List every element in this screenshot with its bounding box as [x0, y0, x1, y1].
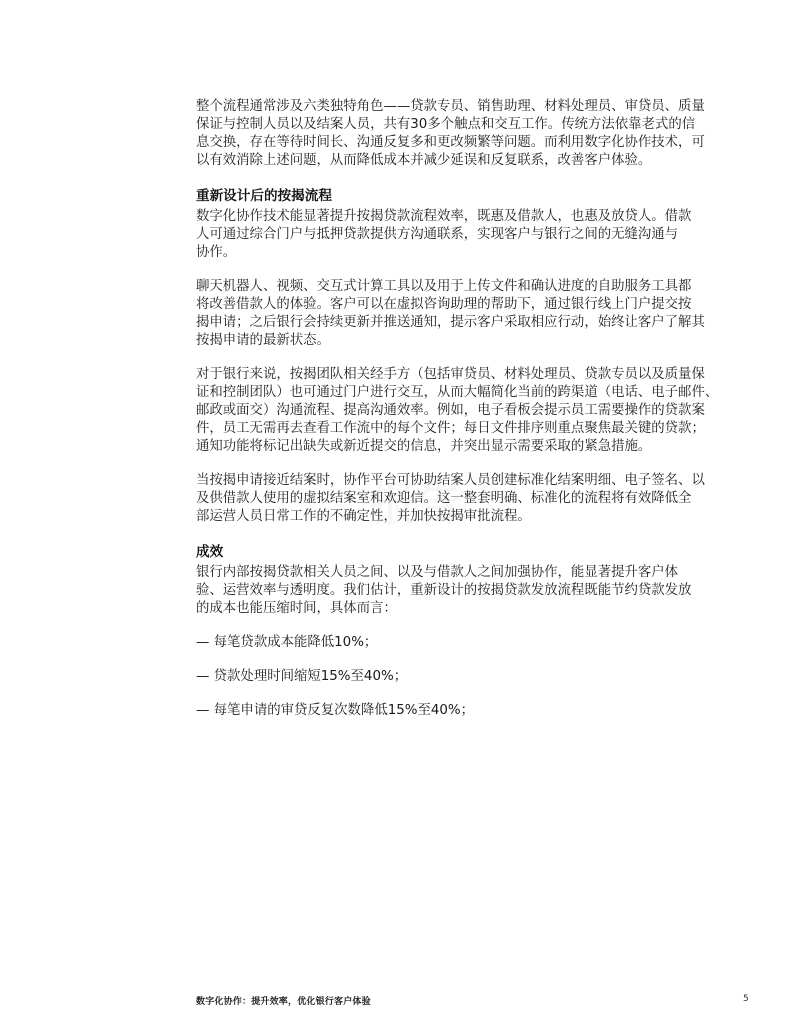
- text-line: 验、运营效率与透明度。我们估计，重新设计的按揭贷款发放流程既能节约贷款发放: [196, 583, 692, 598]
- text-line: 将改善借款人的体验。客户可以在虚拟咨询助理的帮助下，通过银行线上门户提交按: [196, 297, 692, 312]
- intro-paragraph: [196, 98, 756, 170]
- text-line: 当按揭申请接近结案时，协作平台可协助结案人员创建标准化结案明细、电子签名、以: [196, 473, 705, 488]
- text-line: 以有效消除上述问题，从而降低成本并减少延误和反复联系，改善客户体验。: [196, 153, 652, 168]
- main-content: [196, 98, 756, 720]
- text-line: 聊天机器人、视频、交互式计算工具以及用于上传文件和确认进度的自助服务工具都: [196, 279, 692, 294]
- text-line: 部运营人员日常工作的不确定性，并加快按揭审批流程。: [196, 509, 531, 524]
- text-line: 邮政或面交）沟通流程、提高沟通效率。例如，电子看板会提示员工需要操作的贷款案: [196, 403, 705, 418]
- text-line: 数字化协作技术能显著提升按揭贷款流程效率，既惠及借款人，也惠及放贷人。借款: [196, 209, 692, 224]
- text-line: 的成本也能压缩时间，具体而言：: [196, 601, 397, 616]
- text-line: 人可通过综合门户与抵押贷款提供方沟通联系，实现客户与银行之间的无缝沟通与: [196, 227, 679, 242]
- text-line: 证和控制团队）也可通过门户进行交互，从而大幅简化当前的跨渠道（电话、电子邮件、: [196, 385, 719, 400]
- page-number: 5: [743, 994, 749, 1004]
- text-line: 银行内部按揭贷款相关人员之间、以及与借款人之间加强协作，能显著提升客户体: [196, 565, 679, 580]
- text-line: 通知功能将标记出缺失或新近提交的信息，并突出显示需要采取的紧急措施。: [196, 439, 652, 454]
- text-line: 整个流程通常涉及六类独特角色——贷款专员、销售助理、材料处理员、审贷员、质量: [196, 99, 705, 114]
- text-line: 按揭申请的最新状态。: [196, 333, 330, 348]
- section-heading-results: 成效: [196, 544, 224, 560]
- redesign-paragraph-3: [196, 366, 756, 456]
- list-item: — 每笔申请的审贷反复次数降低15%至40%；: [196, 703, 475, 718]
- text-line: 对于银行来说，按揭团队相关经手方（包括审贷员、材料处理员、贷款专员以及质量保: [196, 367, 705, 382]
- text-line: 协作。: [196, 245, 237, 260]
- list-item: — 每笔贷款成本能降低10%；: [196, 635, 378, 650]
- svg-text:报告: 报告: [370, 477, 462, 531]
- footer-title: 数字化协作：提升效率，优化银行客户体验: [196, 997, 371, 1007]
- redesign-paragraph-2: [196, 278, 756, 350]
- list-item: — 贷款处理时间缩短15%至40%；: [196, 669, 408, 684]
- text-line: 件，员工无需再去查看工作流中的每个文件；每日文件排序则重点聚焦最关键的贷款；: [196, 421, 705, 436]
- text-line: 息交换，存在等待时间长、沟通反复多和更改频繁等问题。而利用数字化协作技术，可: [196, 135, 705, 150]
- section-heading-redesign: 重新设计后的按揭流程: [196, 188, 332, 204]
- redesign-paragraph-4: [196, 472, 756, 526]
- text-line: 保证与控制人员以及结案人员，共有30多个触点和交互工作。传统方法依靠老式的信: [196, 117, 696, 132]
- text-line: 揭申请；之后银行会持续更新并推送通知，提示客户采取相应行动，始终让客户了解其: [196, 315, 705, 330]
- results-paragraph: [196, 564, 756, 618]
- redesign-paragraph-1: [196, 208, 756, 262]
- text-line: 及供借款人使用的虚拟结案室和欢迎信。这一整套明确、标准化的流程将有效降低全: [196, 491, 692, 506]
